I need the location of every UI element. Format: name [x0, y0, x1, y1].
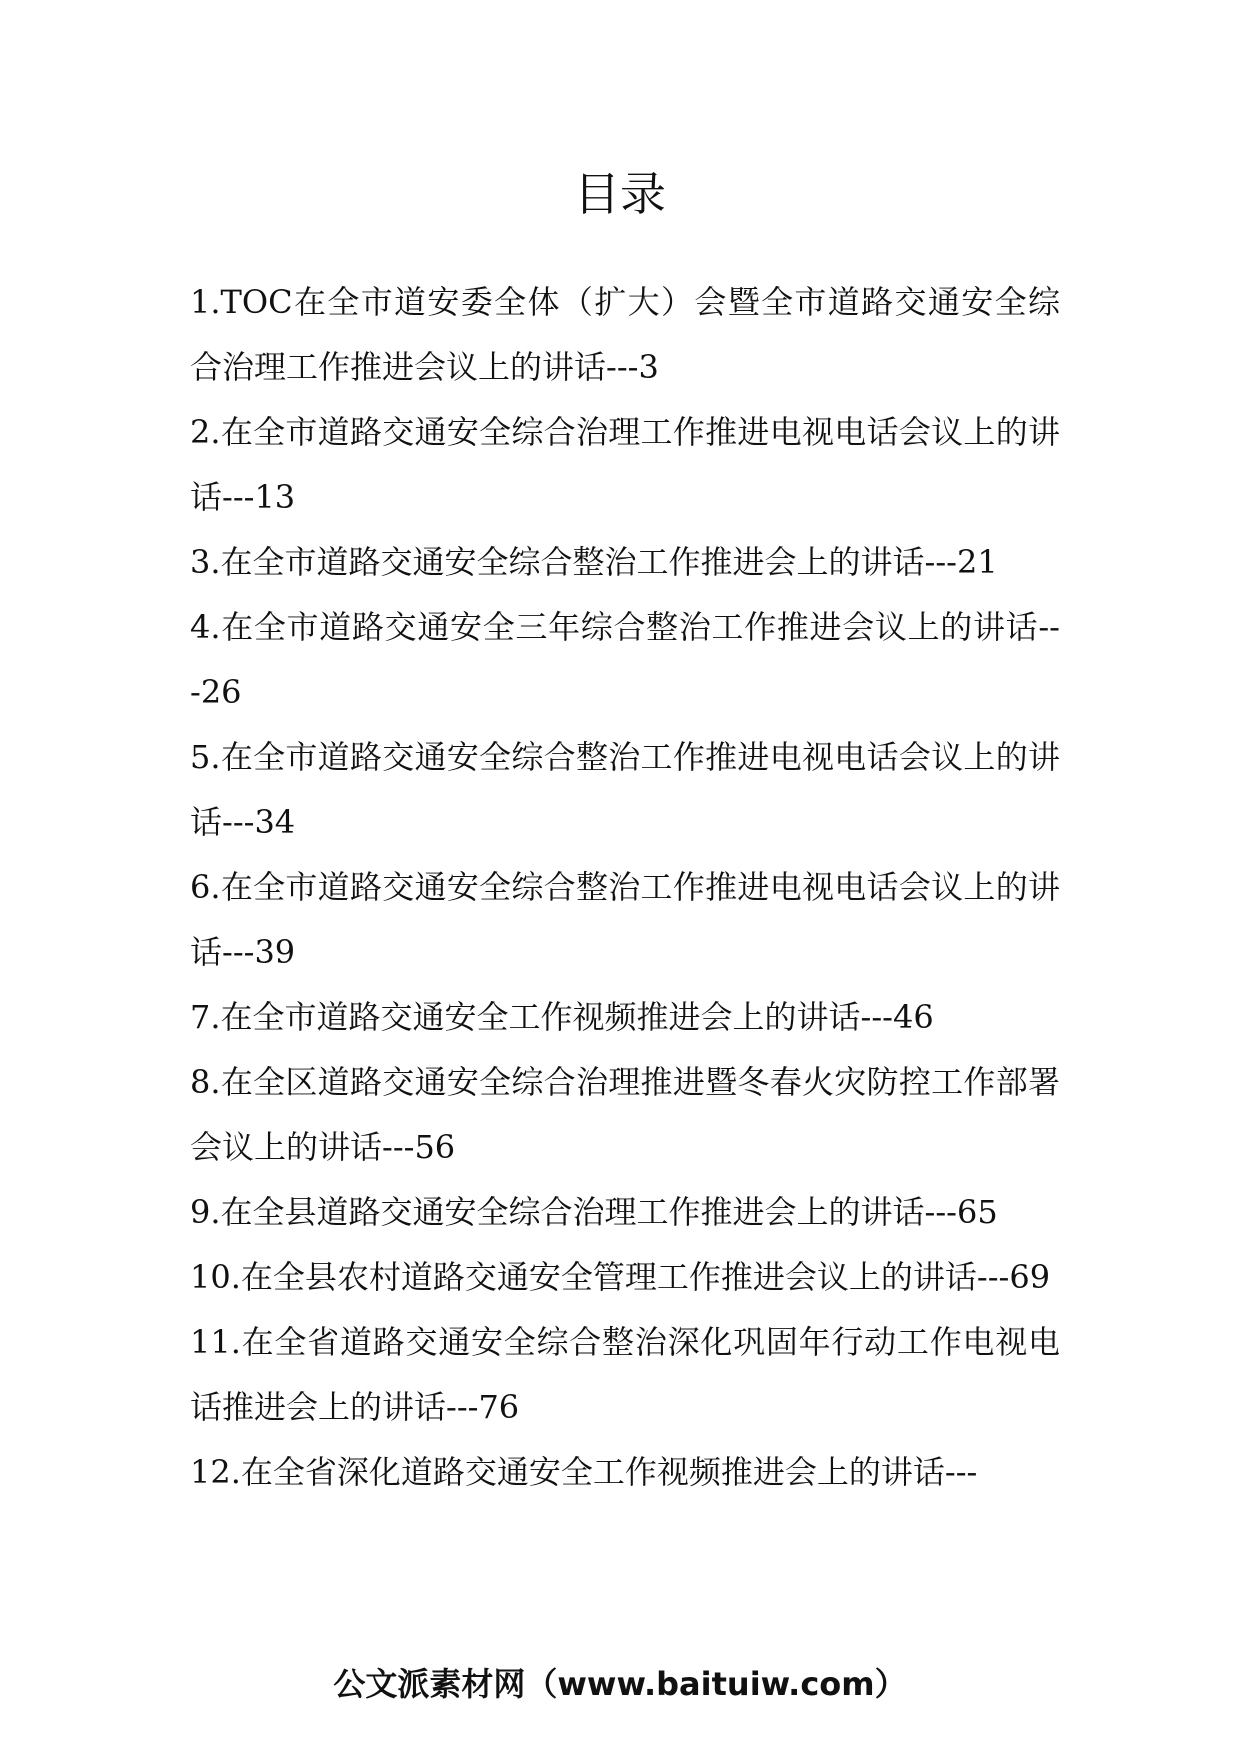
toc-entry-10: 10.在全县农村道路交通安全管理工作推进会议上的讲话---69: [190, 1258, 1051, 1296]
toc-entry-12: 12.在全省深化道路交通安全工作视频推进会上的讲话---: [190, 1453, 978, 1491]
toc-entry-11: 11.在全省道路交通安全综合整治深化巩固年行动工作电视电话推进会上的讲话---76: [190, 1323, 1060, 1426]
footer-watermark: 公文派素材网（www.baituiw.com）: [333, 1665, 907, 1703]
toc-entry-6: 6.在全市道路交通安全综合整治工作推进电视电话会议上的讲话---39: [190, 868, 1060, 971]
toc-entry-7: 7.在全市道路交通安全工作视频推进会上的讲话---46: [190, 998, 934, 1036]
table-of-contents: [190, 270, 1060, 1505]
toc-entry-2: 2.在全市道路交通安全综合治理工作推进电视电话会议上的讲话---13: [190, 413, 1060, 516]
toc-entry-1: 1.TOC在全市道安委全体（扩大）会暨全市道路交通安全综合治理工作推进会议上的讲话---3: [190, 283, 1060, 386]
toc-entry-4: 4.在全市道路交通安全三年综合整治工作推进会议上的讲话---26: [190, 608, 1060, 711]
toc-entry-8: 8.在全区道路交通安全综合治理推进暨冬春火灾防控工作部署会议上的讲话---56: [190, 1063, 1060, 1166]
toc-entry-3: 3.在全市道路交通安全综合整治工作推进会上的讲话---21: [190, 543, 998, 581]
toc-entry-5: 5.在全市道路交通安全综合整治工作推进电视电话会议上的讲话---34: [190, 738, 1060, 841]
page-title: 目录: [574, 167, 666, 221]
toc-entry-9: 9.在全县道路交通安全综合治理工作推进会上的讲话---65: [190, 1193, 998, 1231]
